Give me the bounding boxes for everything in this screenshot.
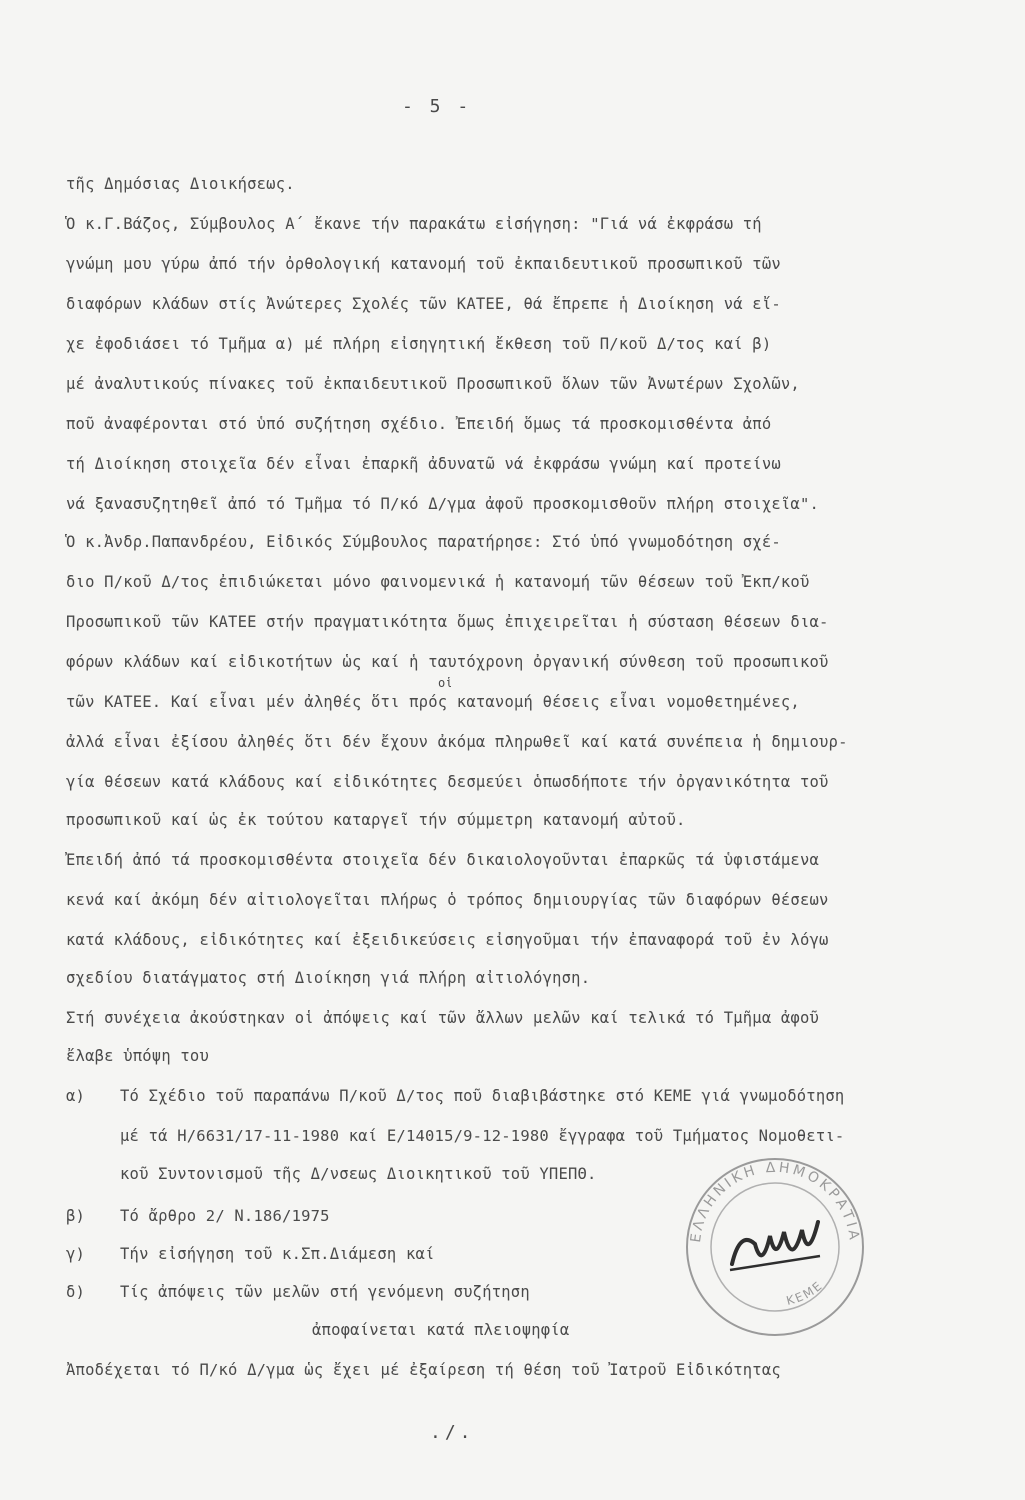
text-line: μέ ἀναλυτικούς πίνακες τοῦ ἐκπαιδευτικοῦ Προσωπικοῦ ὅλων τῶν Ἀνωτέρων Σχολῶν, — [66, 375, 800, 393]
text-line: Ἐπειδή ἀπό τά προσκομισθέντα στοιχεῖα δέν δικαιολογοῦνται ἐπαρκῶς τά ὑφιστάμενα — [66, 851, 820, 869]
text-line: γία θέσεων κατά κλάδους καί εἰδικότητες δεσμεύει ὁπωσδήποτε τήν ὀργανικότητα τοῦ — [66, 773, 829, 791]
text-line: Ὁ κ.Γ.Βάζος, Σύμβουλος Α΄ ἔκανε τήν παρακάτω εἰσήγηση: "Γιά νά ἐκφράσω τή — [66, 215, 762, 233]
text-line: σχεδίου διατάγματος στή Διοίκηση γιά πλήρη αἰτιολόγηση. — [66, 969, 591, 987]
list-item: Τό Σχέδιο τοῦ παραπάνω Π/κοῦ Δ/τος ποῦ διαβιβάστηκε στό ΚΕΜΕ γιά γνωμοδότηση — [120, 1087, 845, 1105]
text-line: ποῦ ἀναφέρονται στό ὑπό συζήτηση σχέδιο. Ἐπειδή ὅμως τά προσκομισθέντα ἀπό — [66, 415, 772, 433]
list-item-label: γ) — [66, 1245, 86, 1263]
list-item-label: δ) — [66, 1283, 86, 1301]
official-stamp — [680, 1152, 870, 1342]
text-line: Προσωπικοῦ τῶν ΚΑΤΕΕ στήν πραγματικότητα ὅμως ἐπιχειρεῖται ἡ σύσταση θέσεων δια- — [66, 613, 829, 631]
final-line: Ἀποδέχεται τό Π/κό Δ/γμα ὡς ἔχει μέ ἐξαίρεση τή θέση τοῦ Ἰατροῦ Εἰδικότητας — [66, 1361, 781, 1379]
text-line: τή Διοίκηση στοιχεῖα δέν εἶναι ἐπαρκῆ ἀδυνατῶ νά ἐκφράσω γνώμη καί προτείνω — [66, 455, 781, 473]
text-line: διαφόρων κλάδων στίς Ἀνώτερες Σχολές τῶν ΚΑΤΕΕ, θά ἔπρεπε ἡ Διοίκηση νά εἴ- — [66, 295, 781, 313]
text-line: διο Π/κοῦ Δ/τος ἐπιδιώκεται μόνο φαινομενικά ἡ κατανομή τῶν θέσεων τοῦ Ἐκπ/κοῦ — [66, 573, 810, 591]
list-item: Τίς ἀπόψεις τῶν μελῶν στή γενόμενη συζήτηση — [120, 1283, 530, 1301]
text-line: νά ξανασυζητηθεῖ ἀπό τό Τμῆμα τό Π/κό Δ/γμα ἀφοῦ προσκομισθοῦν πλήρη στοιχεῖα". — [66, 495, 820, 513]
list-item-label: β) — [66, 1207, 86, 1225]
list-item: μέ τά Η/6631/17-11-1980 καί Ε/14015/9-12-1980 ἔγγραφα τοῦ Τμήματος Νομοθετι- — [120, 1127, 845, 1145]
text-line: γνώμη μου γύρω ἀπό τήν ὀρθολογική κατανομή τοῦ ἐκπαιδευτικοῦ προσωπικοῦ τῶν — [66, 255, 781, 273]
text-line: ἔλαβε ὑπόψη του — [66, 1047, 209, 1065]
decision-line: ἀποφαίνεται κατά πλειοψηφία — [312, 1321, 570, 1339]
continuation-mark: ./. — [430, 1422, 475, 1443]
list-item: Τήν εἰσήγηση τοῦ κ.Σπ.Διάμεση καί — [120, 1245, 435, 1263]
text-line: κατά κλάδους, εἰδικότητες καί ἐξειδικεύσεις εἰσηγοῦμαι τήν ἐπαναφορά τοῦ ἐν λόγω — [66, 931, 829, 949]
text-line: ἀλλά εἶναι ἐξίσου ἀληθές ὅτι δέν ἔχουν ἀκόμα πληρωθεῖ καί κατά συνέπεια ἡ δημιουρ- — [66, 733, 848, 751]
text-line: Στή συνέχεια ἀκούστηκαν οἱ ἀπόψεις καί τῶν ἄλλων μελῶν καί τελικά τό Τμῆμα ἀφοῦ — [66, 1009, 820, 1027]
text-line: φόρων κλάδων καί εἰδικοτήτων ὡς καί ἡ ταυτόχρονη ὀργανική σύνθεση τοῦ προσωπικοῦ — [66, 653, 829, 671]
list-item: κοῦ Συντονισμοῦ τῆς Δ/νσεως Διοικητικοῦ τοῦ ΥΠΕΠΘ. — [120, 1165, 597, 1183]
handwritten-annotation: οἱ — [438, 676, 453, 690]
list-item-label: α) — [66, 1087, 86, 1105]
text-line: χε ἐφοδιάσει τό Τμῆμα α) μέ πλήρη εἰσηγητική ἔκθεση τοῦ Π/κοῦ Δ/τος καί β) — [66, 335, 772, 353]
text-line: τῶν ΚΑΤΕΕ. Καί εἶναι μέν ἀληθές ὅτι πρός κατανομή θέσεις εἶναι νομοθετημένες, — [66, 693, 800, 711]
svg-text:ΕΛΛΗΝΙΚΗ ΔΗΜΟΚΡΑΤΙΑ — [688, 1160, 862, 1244]
page-number: - 5 - — [402, 96, 472, 117]
text-line: προσωπικοῦ καί ὡς ἐκ τούτου καταργεῖ τήν σύμμετρη κατανομή αὐτοῦ. — [66, 811, 686, 829]
text-line: κενά καί ἀκόμη δέν αἰτιολογεῖται πλήρως ὁ τρόπος δημιουργίας τῶν διαφόρων θέσεων — [66, 891, 829, 909]
text-line: τῆς Δημόσιας Διοικήσεως. — [66, 175, 295, 193]
stamp-text-bottom: ΚΕΜΕ — [784, 1277, 826, 1308]
text-line: Ὁ κ.Ἀνδρ.Παπανδρέου, Εἰδικός Σύμβουλος παρατήρησε: Στό ὑπό γνωμοδότηση σχέ- — [66, 533, 781, 551]
list-item: Τό ἄρθρο 2/ Ν.186/1975 — [120, 1207, 330, 1225]
stamp-text-top: ΕΛΛΗΝΙΚΗ ΔΗΜΟΚΡΑΤΙΑ — [687, 1159, 863, 1244]
